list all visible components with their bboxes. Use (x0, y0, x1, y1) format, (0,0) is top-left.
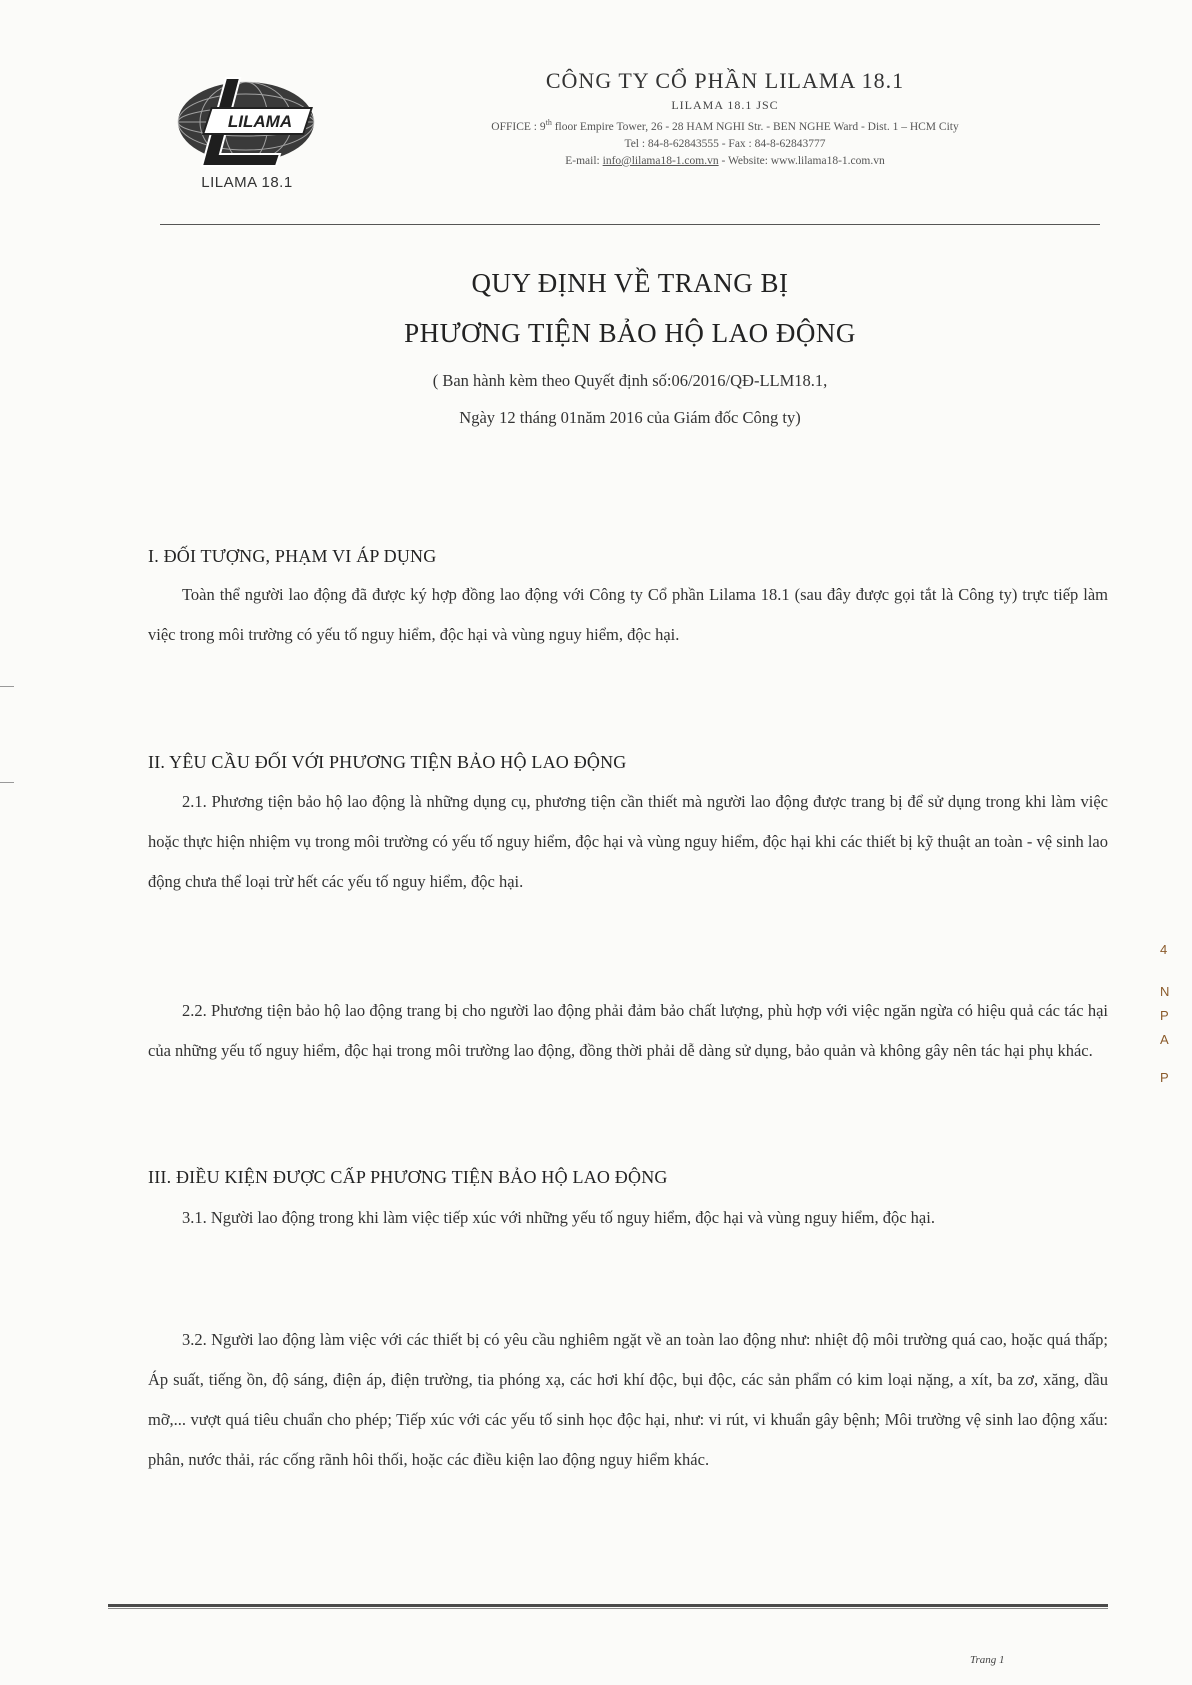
company-header (340, 68, 1110, 167)
section-1-paragraph: Toàn thể người lao động đã được ký hợp đồng lao động với Công ty Cổ phần Lilama 18.1 (sau đây được gọi tắt là Công ty) trực tiếp làm việc trong môi trường có yếu tố nguy hiểm, độc hại và vùng nguy hiểm, độc hại. (148, 585, 1108, 644)
document-subtitle-line1: ( Ban hành kèm theo Quyết định số:06/2016/QĐ-LLM18.1, (432, 371, 828, 390)
section-2-paragraph-1: 2.1. Phương tiện bảo hộ lao động là những dụng cụ, phương tiện cần thiết mà người lao động được trang bị để sử dụng trong khi làm việc hoặc thực hiện nhiệm vụ trong môi trường có yếu tố nguy hiểm, độc hại và vùng nguy hiểm, độc hại khi các thiết bị kỹ thuật an toàn - vệ sinh lao động chưa thể loại trừ hết các yếu tố nguy hiểm, độc hại. (148, 792, 1108, 891)
side-stamp-char: A (1160, 1032, 1169, 1047)
company-name: CÔNG TY CỔ PHẦN LILAMA 18.1 (545, 68, 905, 93)
section-3-paragraph-2: 3.2. Người lao động làm việc với các thiết bị có yêu cầu nghiêm ngặt về an toàn lao động như: nhiệt độ môi trường quá cao, hoặc quá thấp; Áp suất, tiếng ồn, độ sáng, điện áp, điện trường, tia phóng xạ, các hơi khí độc, bụi độc, các sản phẩm có kim loại nặng, a xít, ba zơ, xăng, dầu mỡ,... vượt quá tiêu chuẩn cho phép; Tiếp xúc với các yếu tố sinh học độc hại, như: vi rút, vi khuẩn gây bệnh; Môi trường vệ sinh lao động xấu: phân, nước thải, rác cống rãnh hôi thối, hoặc các điều kiện lao động nguy hiểm khác. (148, 1330, 1108, 1469)
section-heading-2: II. YÊU CẦU ĐỐI VỚI PHƯƠNG TIỆN BẢO HỘ LAO ĐỘNG (148, 752, 627, 772)
document-subtitle-line2: Ngày 12 tháng 01năm 2016 của Giám đốc Công ty) (459, 408, 801, 427)
logo-caption: LILAMA 18.1 (201, 174, 293, 191)
side-stamp-char: N (1160, 984, 1170, 999)
office-address: OFFICE : 9th floor Empire Tower, 26 - 28 HAM NGHI Str. - BEN NGHE Ward - Dist. 1 – HCM City (491, 118, 959, 133)
contact-line: E-mail: info@lilama18-1.com.vn - Website: www.lilama18-1.com.vn (565, 154, 885, 167)
side-stamp-char: P (1160, 1070, 1169, 1085)
document-title-line2: PHƯƠNG TIỆN BẢO HỘ LAO ĐỘNG (404, 318, 856, 348)
section-2-paragraph-2: 2.2. Phương tiện bảo hộ lao động trang bị cho người lao động phải đảm bảo chất lượng, phù hợp với việc ngăn ngừa có hiệu quả các tác hại của những yếu tố nguy hiểm, độc hại trong môi trường lao động, đồng thời phải dễ dàng sử dụng, bảo quản và không gây nên tác hại phụ khác. (148, 1001, 1108, 1060)
lilama-logo (168, 70, 328, 190)
footer-divider-thin (108, 1608, 1108, 1609)
company-short-name: LILAMA 18.1 JSC (671, 98, 779, 112)
section-3-paragraph-1: 3.1. Người lao động trong khi làm việc tiếp xúc với những yếu tố nguy hiểm, độc hại và vùng nguy hiểm, độc hại. (182, 1208, 935, 1227)
side-stamp-char: 4 (1160, 942, 1168, 957)
section-heading-1: I. ĐỐI TƯỢNG, PHẠM VI ÁP DỤNG (148, 546, 437, 566)
header-divider (160, 224, 1100, 225)
email-link[interactable]: info@lilama18-1.com.vn (602, 154, 719, 167)
scan-margin-mark (0, 782, 14, 783)
scan-margin-mark (0, 686, 14, 687)
phone-fax: Tel : 84-8-62843555 - Fax : 84-8-62843777 (624, 137, 826, 150)
section-heading-3: III. ĐIỀU KIỆN ĐƯỢC CẤP PHƯƠNG TIỆN BẢO HỘ LAO ĐỘNG (148, 1167, 668, 1187)
logo-text: LILAMA (227, 112, 293, 131)
footer-divider (108, 1604, 1108, 1607)
page-number: Trang 1 (970, 1654, 1005, 1666)
document-title-line1: QUY ĐỊNH VỀ TRANG BỊ (471, 268, 789, 298)
side-stamp-char: P (1160, 1008, 1169, 1023)
website: - Website: www.lilama18-1.com.vn (718, 154, 885, 167)
